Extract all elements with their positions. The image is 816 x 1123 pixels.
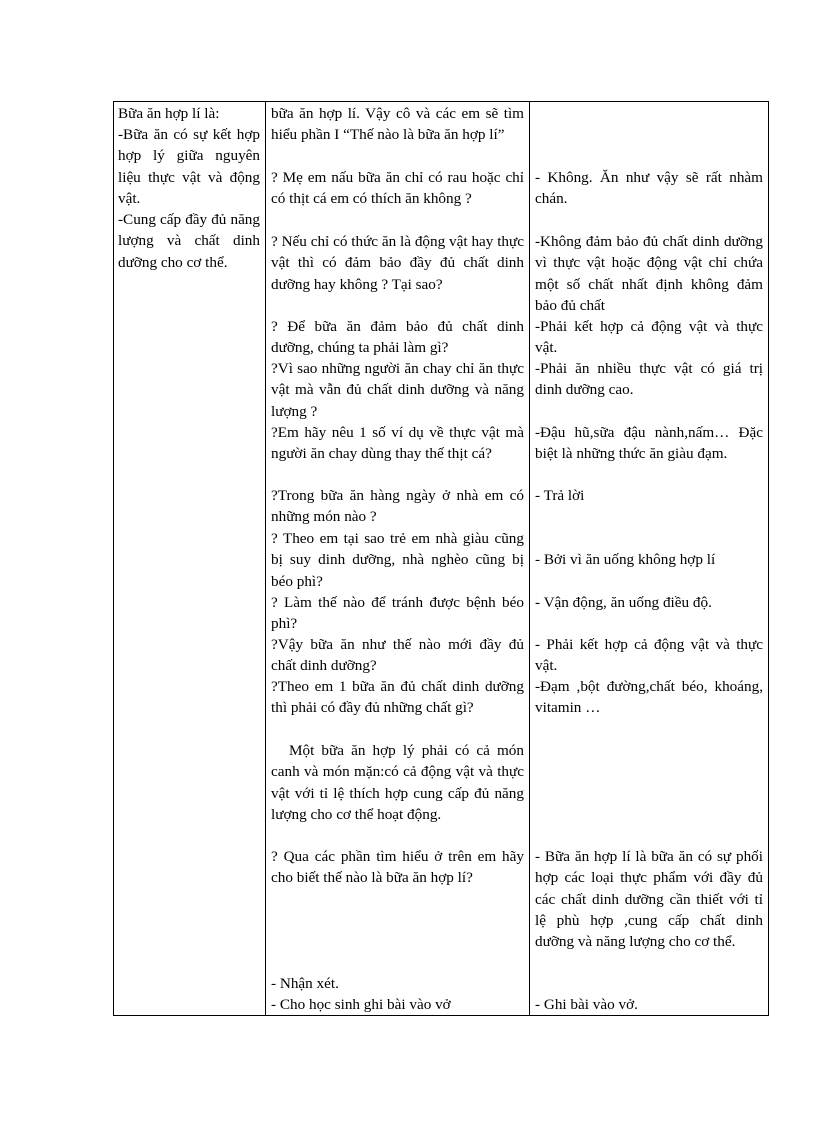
student-answer: -Đậu hũ,sữa đậu nành,nấm… Đặc biệt là những thức ăn giàu đạm. xyxy=(535,424,763,463)
teacher-question: ? Làm thế nào để tránh được bệnh béo phì? xyxy=(271,594,524,633)
teacher-question: ? Nếu chỉ có thức ăn là động vật hay thực vật thì có đảm bảo đầy đủ chất dinh dưỡng hay không ? Tại sao? xyxy=(271,233,524,293)
student-answer: - Ghi bài vào vở. xyxy=(535,996,638,1013)
content-item: -Bữa ăn có sự kết hợp hợp lý giữa nguyên liệu thực vật và động vật. xyxy=(118,126,260,207)
column-student-activity xyxy=(530,102,768,1015)
column-content xyxy=(114,102,266,1015)
content-item: -Cung cấp đầy đủ năng lượng và chất dinh dưỡng cho cơ thể. xyxy=(118,211,260,271)
student-answer: -Phải kết hợp cả động vật và thực vật. xyxy=(535,318,763,357)
student-answer: -Phải ăn nhiều thực vật có giá trị dinh dưỡng cao. xyxy=(535,360,763,399)
lesson-table xyxy=(113,101,769,1016)
student-answer: - Vận động, ăn uống điều độ. xyxy=(535,594,712,611)
column-teacher-activity xyxy=(266,102,530,1015)
teacher-question: ? Theo em tại sao trẻ em nhà giàu cũng bị suy dinh dưỡng, nhà nghèo cũng bị béo phì? xyxy=(271,530,524,590)
teacher-question: ?Vì sao những người ăn chay chỉ ăn thực vật mà vẫn đủ chất dinh dưỡng và năng lượng ? xyxy=(271,360,524,420)
student-answer: - Bởi vì ăn uống không hợp lí xyxy=(535,551,716,568)
student-answer: -Đạm ,bột đường,chất béo, khoáng, vitamin … xyxy=(535,678,763,717)
teacher-question: ?Trong bữa ăn hàng ngày ở nhà em có những món nào ? xyxy=(271,487,524,526)
teacher-text: - Cho học sinh ghi bài vào vở xyxy=(271,996,451,1013)
teacher-question: ?Em hãy nêu 1 số ví dụ về thực vật mà người ăn chay dùng thay thế thịt cá? xyxy=(271,424,524,463)
teacher-question: ? Để bữa ăn đảm bảo đủ chất dinh dưỡng, chúng ta phải làm gì? xyxy=(271,318,524,357)
student-answer: - Không. Ăn như vậy sẽ rất nhàm chán. xyxy=(535,169,763,208)
teacher-question: ?Theo em 1 bữa ăn đủ chất dinh dưỡng thì phải có đầy đủ những chất gì? xyxy=(271,678,524,717)
teacher-text: bữa ăn hợp lí. Vậy cô và các em sẽ tìm hiểu phần I “Thế nào là bữa ăn hợp lí” xyxy=(271,105,524,144)
teacher-question: ?Vậy bữa ăn như thế nào mới đầy đủ chất dinh dưỡng? xyxy=(271,636,524,675)
student-answer: - Trả lời xyxy=(535,487,585,504)
student-answer: - Bữa ăn hợp lí là bữa ăn có sự phối hợp các loại thực phẩm với đầy đủ các chất dinh dưỡng cần thiết với tỉ lệ phù hợp ,cung cấp chất dinh dưỡng và năng lượng cho cơ thể. xyxy=(535,848,763,951)
teacher-question: ? Qua các phần tìm hiểu ở trên em hãy cho biết thế nào là bữa ăn hợp lí? xyxy=(271,848,524,887)
student-answer: - Phải kết hợp cả động vật và thực vật. xyxy=(535,636,763,675)
student-answer: -Không đảm bảo đủ chất dinh dưỡng vì thực vật hoặc động vật chỉ chứa một số chất nhất định không đảm bảo đủ chất xyxy=(535,233,763,314)
teacher-question: ? Mẹ em nấu bữa ăn chỉ có rau hoặc chỉ có thịt cá em có thích ăn không ? xyxy=(271,169,524,208)
content-heading: Bữa ăn hợp lí là: xyxy=(118,105,220,122)
teacher-text: - Nhận xét. xyxy=(271,975,339,992)
teacher-summary: Một bữa ăn hợp lý phải có cả món canh và món mặn:có cả động vật và thực vật với tỉ lệ thích hợp cung cấp đủ năng lượng cho cơ thể hoạt động. xyxy=(271,742,524,823)
